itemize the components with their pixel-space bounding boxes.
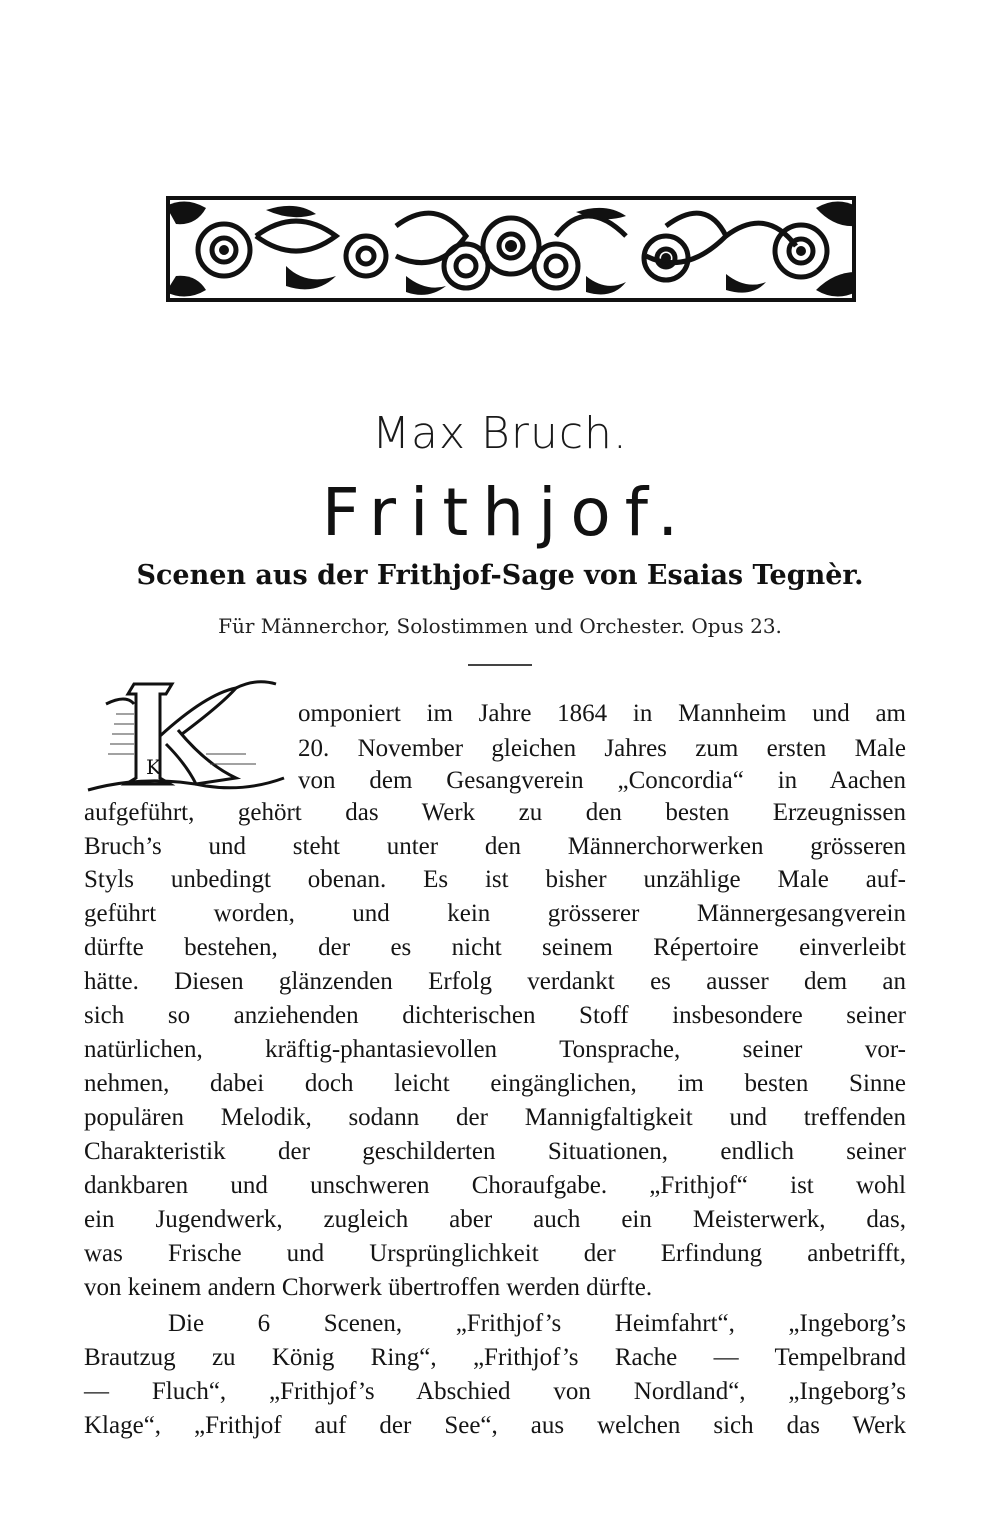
body-line: Klage“, „Frithjof auf der See“, aus welchen sich das Werk — [84, 1412, 906, 1439]
body-line: was Frische und Ursprünglichkeit der Erfindung anbetrifft, — [84, 1240, 906, 1267]
body-line: Bruch’s und steht unter den Männerchorwerken grösseren — [84, 833, 906, 860]
body-line: ein Jugendwerk, zugleich aber auch ein Meisterwerk, das, — [84, 1206, 906, 1233]
instrumentation-line: Für Männerchor, Solostimmen und Orchester. Opus 23. — [218, 614, 782, 638]
body-line: hätte. Diesen glänzenden Erfolg verdankt es ausser dem an — [84, 968, 906, 995]
floral-ornament-header — [166, 196, 856, 302]
body-line: 20. November gleichen Jahres zum ersten Male — [298, 735, 906, 762]
body-line: natürlichen, kräftig-phantasievollen Tonsprache, seiner vor- — [84, 1036, 906, 1063]
body-line: nehmen, dabei doch leicht eingänglichen, im besten Sinne — [84, 1070, 906, 1097]
body-line: Brautzug zu König Ring“, „Frithjof’s Rache — Tempelbrand — [84, 1344, 906, 1371]
body-line: aufgeführt, gehört das Werk zu den besten Erzeugnissen — [84, 799, 906, 826]
body-line: — Fluch“, „Frithjof’s Abschied von Nordland“, „Ingeborg’s — [84, 1378, 906, 1405]
body-line: Styls unbedingt obenan. Es ist bisher unzählige Male auf- — [84, 866, 906, 893]
body-line: Charakteristik der geschilderten Situationen, endlich seiner — [84, 1138, 906, 1165]
body-line: von dem Gesangverein „Concordia“ in Aachen — [298, 767, 906, 794]
body-line: omponiert im Jahre 1864 in Mannheim und am — [298, 700, 906, 727]
work-subtitle: Scenen aus der Frithjof-Sage von Esaias Tegnèr. — [136, 560, 864, 591]
body-line: dankbaren und unschweren Choraufgabe. „Frithjof“ ist wohl — [84, 1172, 906, 1199]
body-line: sich so anziehenden dichterischen Stoff insbesondere seiner — [84, 1002, 906, 1029]
body-line: geführt worden, und kein grösserer Männergesangverein — [84, 900, 906, 927]
body-line: von keinem andern Chorwerk übertroffen werden dürfte. — [84, 1274, 653, 1301]
divider-rule — [468, 664, 532, 666]
author-name: Max Bruch. — [372, 408, 628, 459]
body-line: populären Melodik, sodann der Mannigfaltigkeit und treffenden — [84, 1104, 906, 1131]
body-line: dürfte bestehen, der es nicht seinem Répertoire einverleibt — [84, 934, 906, 961]
decorated-initial-letter — [86, 674, 286, 798]
work-title: Frithjof. — [321, 474, 693, 551]
initial-letter-glyph: K — [146, 755, 161, 779]
body-line: Die 6 Scenen, „Frithjof’s Heimfahrt“, „Ingeborg’s — [168, 1310, 906, 1337]
